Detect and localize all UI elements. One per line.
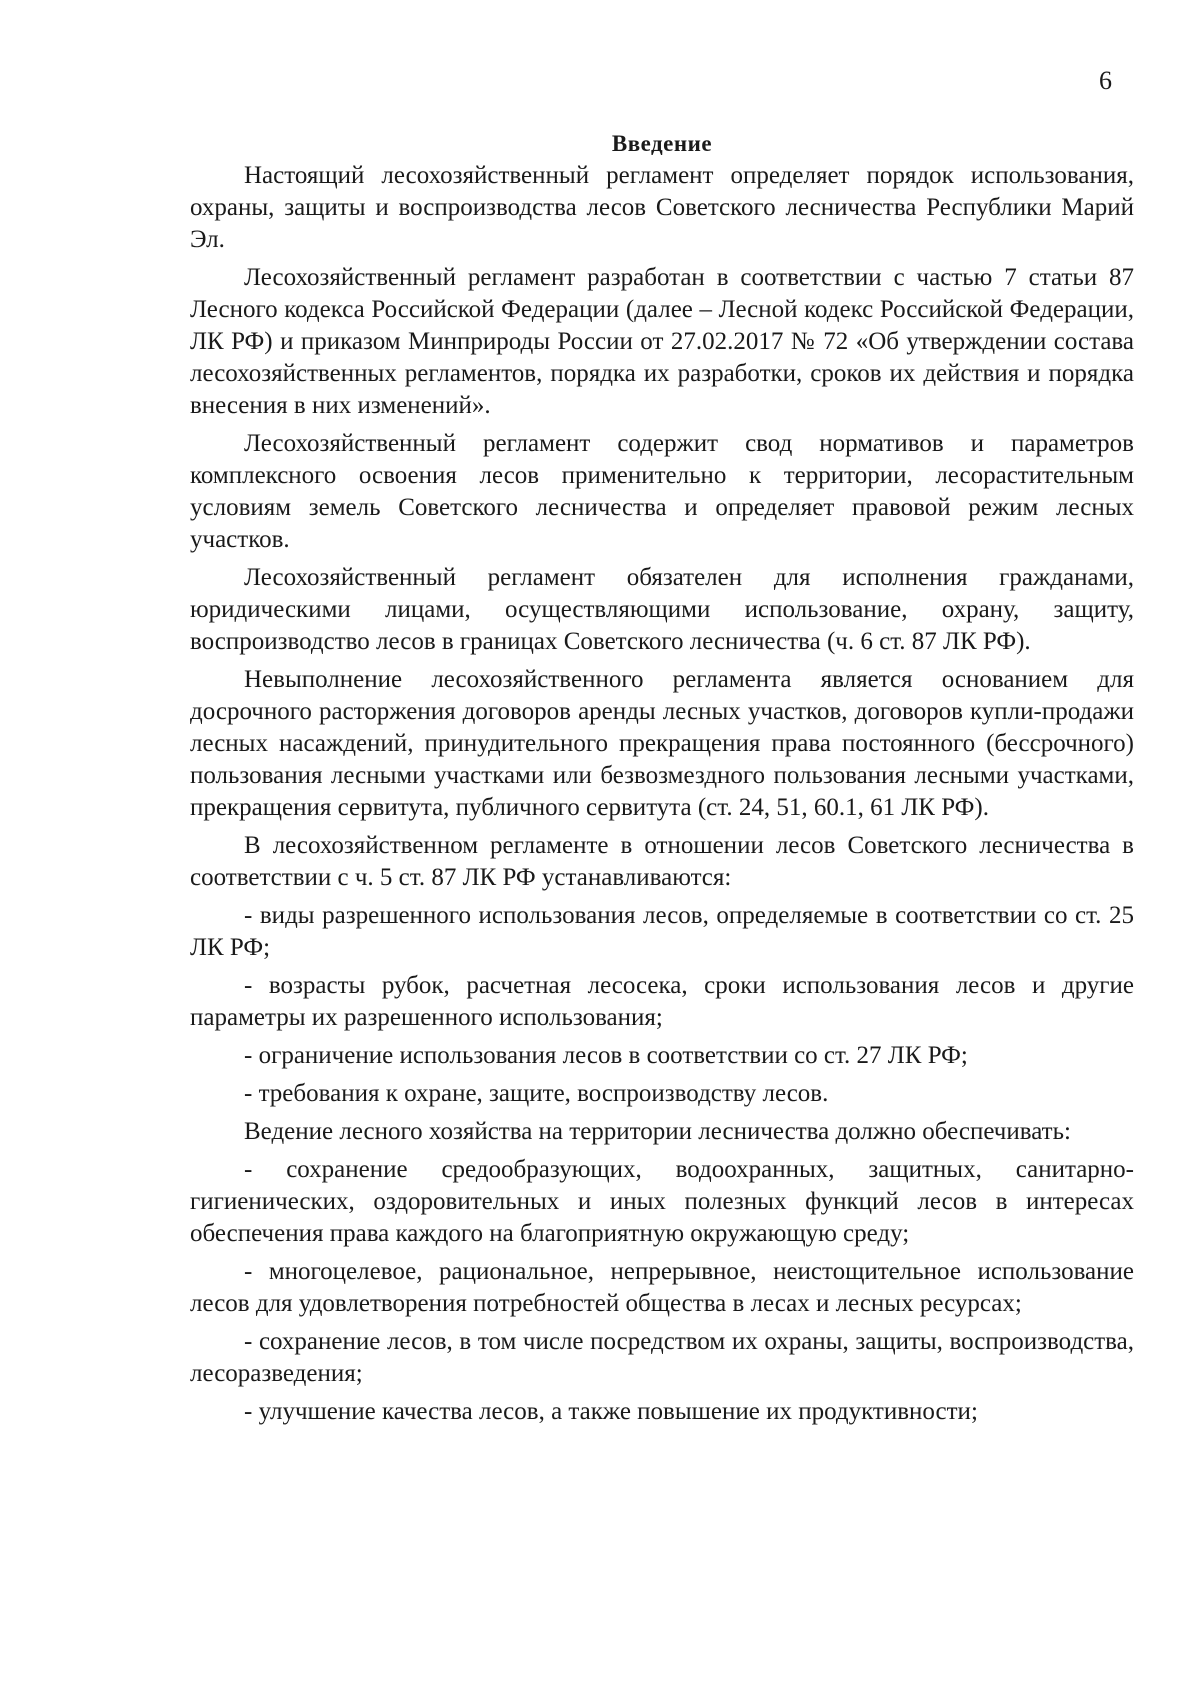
page-number: 6	[1099, 66, 1112, 95]
paragraph-3: Лесохозяйственный регламент содержит свод нормативов и параметров комплексного освоения лесов применительно к территории, лесорастительным условиям земель Советского лесничества и определяет правовой режим лесных участков.	[190, 430, 1134, 553]
paragraph-2: Лесохозяйственный регламент разработан в соответствии с частью 7 статьи 87 Лесного кодекса Российской Федерации (далее – Лесной кодекс Российской Федерации, ЛК РФ) и приказом Минприроды России от 27.02.2017 № 72 «Об утверждении состава лесохозяйственных регламентов, порядка их разработки, сроков их действия и порядка внесения в них изменений».	[190, 264, 1134, 419]
list-item-8: - улучшение качества лесов, а также повышение их продуктивности;	[244, 1398, 978, 1425]
list-item-1: - виды разрешенного использования лесов, определяемые в соответствии со ст. 25 ЛК РФ;	[190, 902, 1134, 961]
list-item-5: - сохранение средообразующих, водоохранных, защитных, санитарно-гигиенических, оздоровительных и иных полезных функций лесов в интересах обеспечения права каждого на благоприятную окружающую среду;	[190, 1156, 1134, 1247]
paragraph-6: В лесохозяйственном регламенте в отношении лесов Советского лесничества в соответствии с ч. 5 ст. 87 ЛК РФ устанавливаются:	[190, 832, 1134, 891]
paragraph-1: Настоящий лесохозяйственный регламент определяет порядок использования, охраны, защиты и воспроизводства лесов Советского лесничества Республики Марий Эл.	[190, 162, 1134, 253]
paragraph-4: Лесохозяйственный регламент обязателен для исполнения гражданами, юридическими лицами, осуществляющими использование, охрану, защиту, воспроизводство лесов в границах Советского лесничества (ч. 6 ст. 87 ЛК РФ).	[190, 564, 1134, 655]
list-item-4: - требования к охране, защите, воспроизводству лесов.	[244, 1080, 829, 1107]
list-item-7: - сохранение лесов, в том числе посредством их охраны, защиты, воспроизводства, лесоразведения;	[190, 1328, 1134, 1387]
list-item-6: - многоцелевое, рациональное, непрерывное, неистощительное использование лесов для удовлетворения потребностей общества в лесах и лесных ресурсах;	[190, 1258, 1134, 1317]
paragraph-5: Невыполнение лесохозяйственного регламента является основанием для досрочного расторжения договоров аренды лесных участков, договоров купли-продажи лесных насаждений, принудительного прекращения права постоянного (бессрочного) пользования лесными участками или безвозмездного пользования лесными участками, прекращения сервитута, публичного сервитута (ст. 24, 51, 60.1, 61 ЛК РФ).	[190, 666, 1134, 821]
document-body	[190, 128, 1134, 1434]
list-item-3: - ограничение использования лесов в соответствии со ст. 27 ЛК РФ;	[244, 1042, 968, 1069]
paragraph-7: Ведение лесного хозяйства на территории лесничества должно обеспечивать:	[244, 1118, 1071, 1145]
section-heading: Введение	[611, 131, 713, 156]
list-item-2: - возрасты рубок, расчетная лесосека, сроки использования лесов и другие параметры их разрешенного использования;	[190, 972, 1134, 1031]
